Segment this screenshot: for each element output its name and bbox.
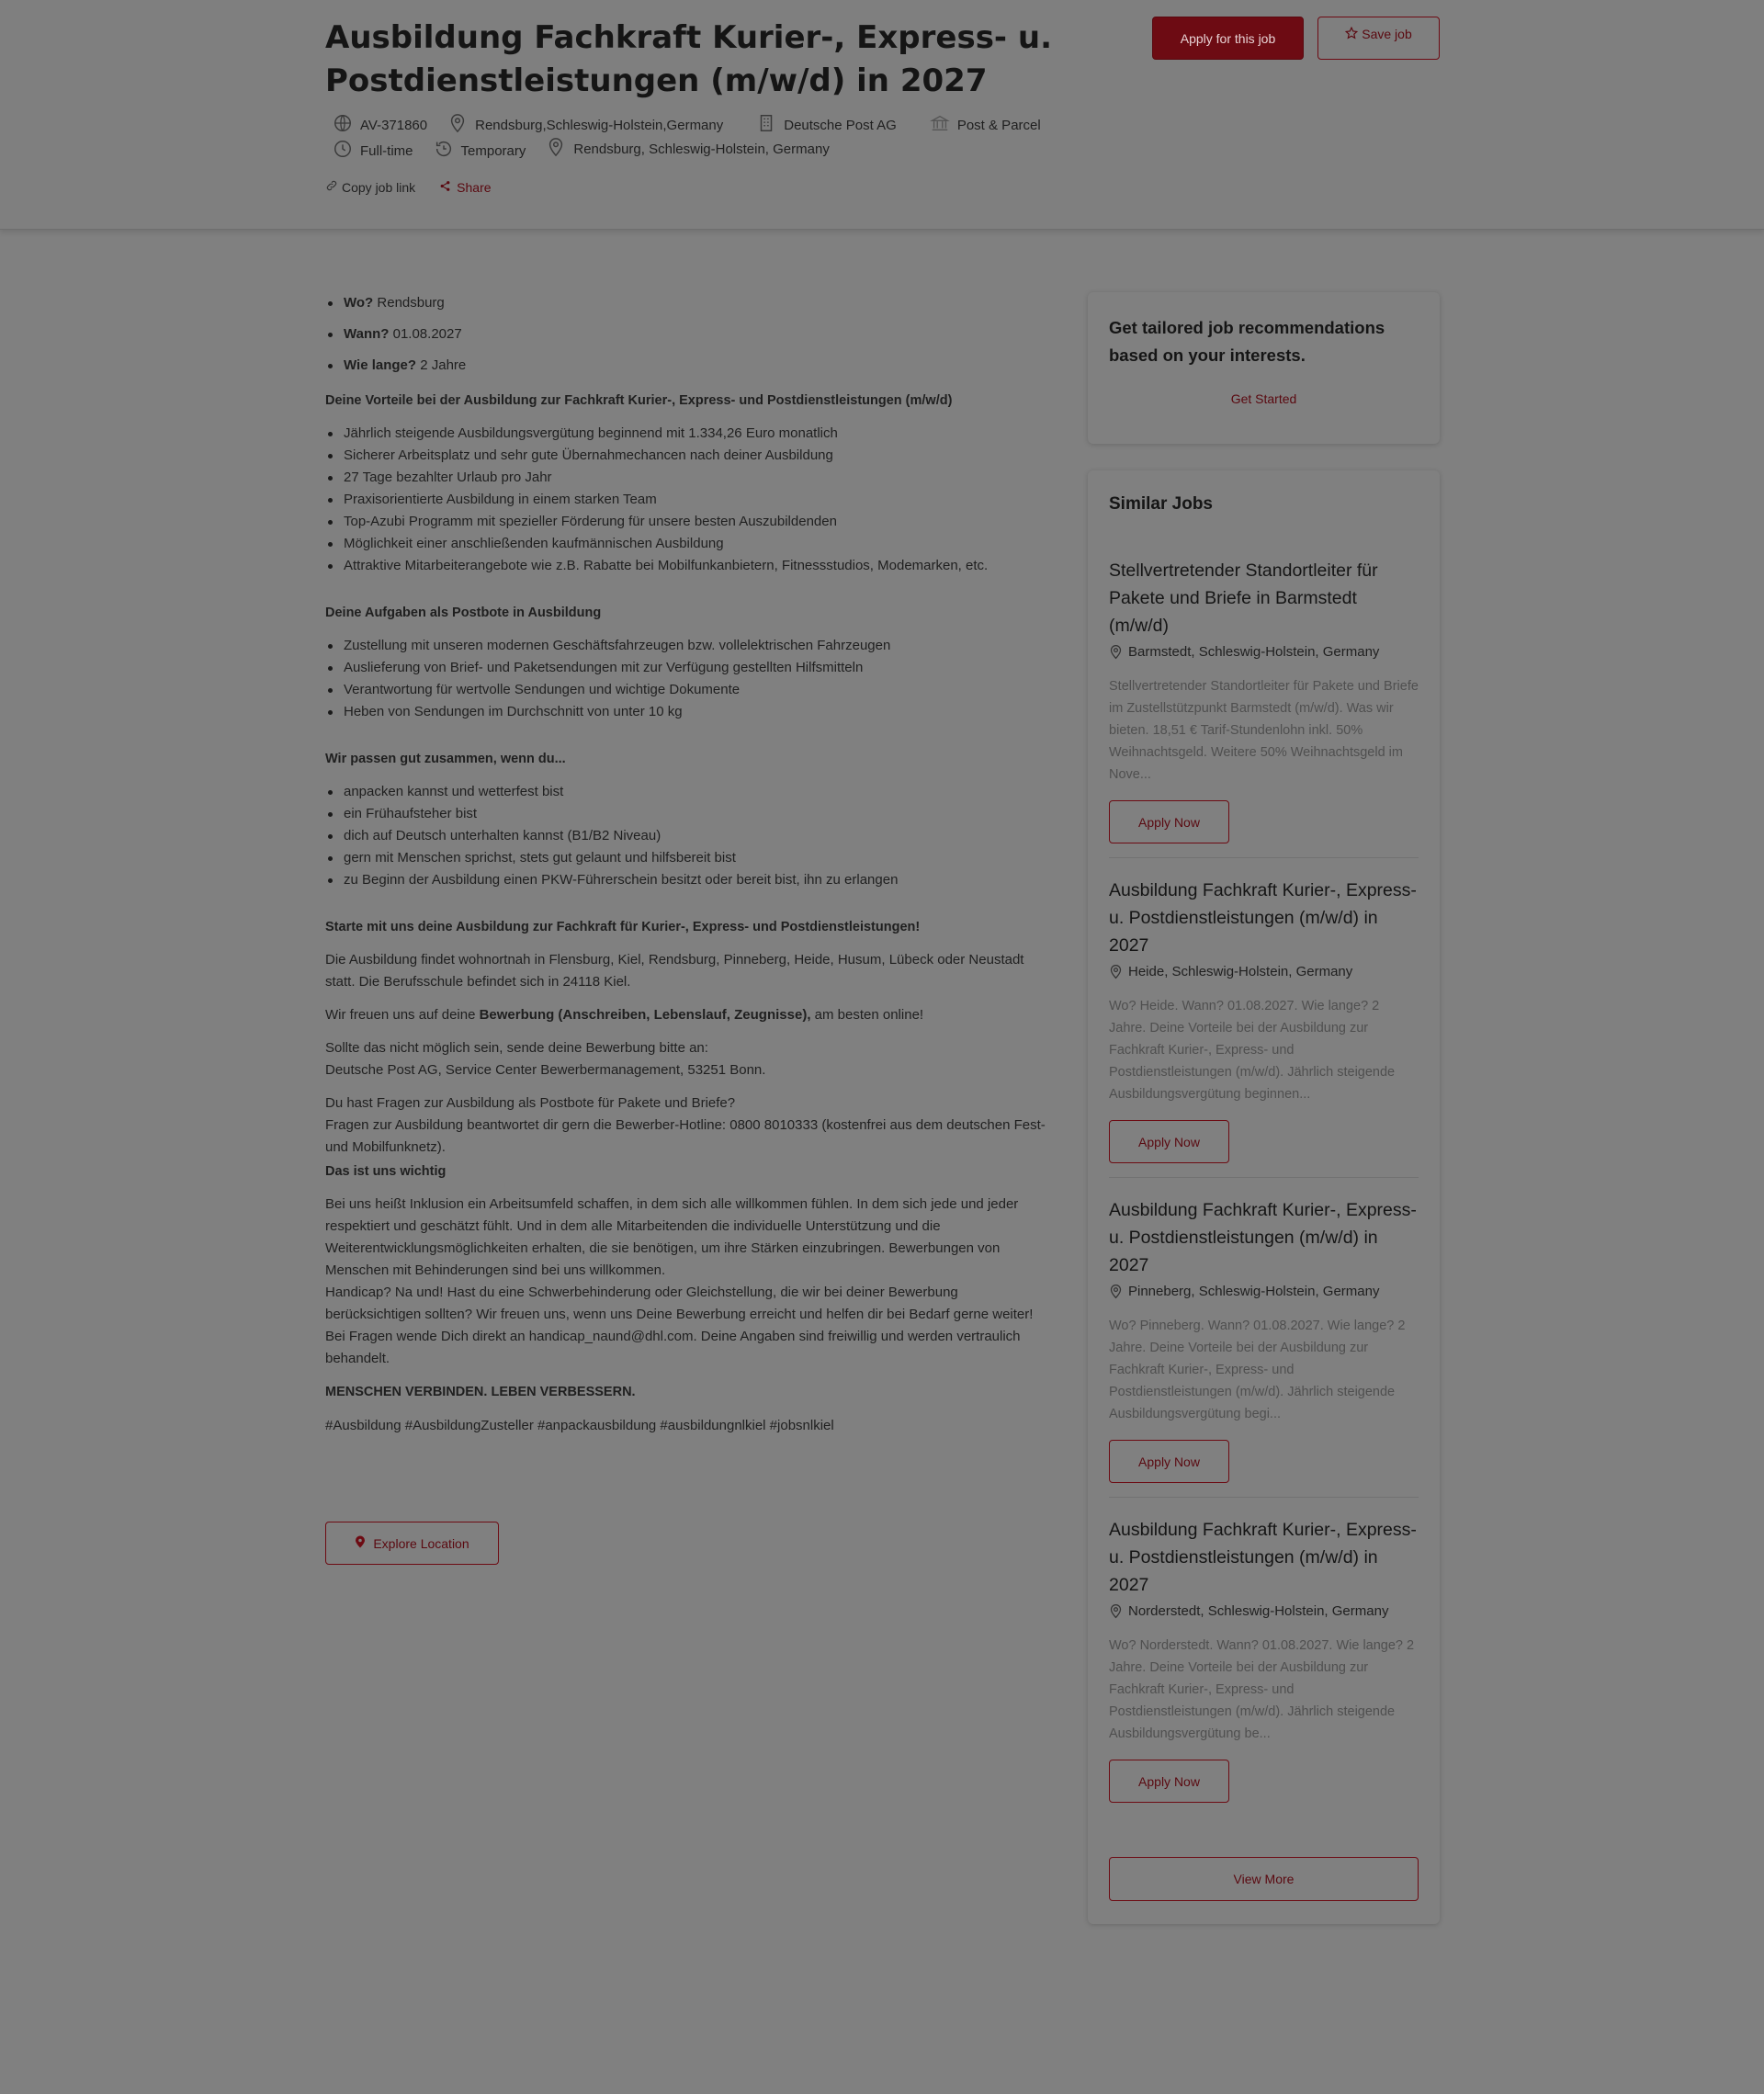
job-contract-text: Temporary (460, 142, 526, 159)
text-line: Deutsche Post AG, Service Center Bewerbermanagement, 53251 Bonn. (325, 1062, 766, 1078)
job-division-text: Post & Parcel (956, 117, 1041, 133)
star-icon (1345, 27, 1358, 42)
fact-label: Wann? (344, 326, 390, 342)
fact-label: Wie lange? (344, 357, 417, 373)
start-heading: Starte mit uns deine Ausbildung zur Fachkraft für Kurier-, Express- und Postdienstleistungen! (325, 920, 921, 934)
save-job-label: Save job (1362, 27, 1412, 41)
apply-now-button[interactable]: Apply Now (1109, 800, 1229, 843)
list-item: ein Frühaufsteher bist (325, 803, 1053, 825)
job-company-text: Deutsche Post AG (784, 117, 897, 133)
location-pin-icon (447, 113, 468, 137)
clock-icon (333, 139, 353, 163)
list-item: 27 Tage bezahlter Urlaub pro Jahr (325, 467, 1053, 489)
list-item: Auslieferung von Brief- und Paketsendungen mit zur Verfügung gestellten Hilfsmitteln (325, 657, 1053, 679)
list-item (325, 355, 1053, 377)
match-list (325, 781, 1053, 891)
location-pin-icon (1109, 1281, 1123, 1307)
similar-job-title[interactable]: Stellvertretender Standortleiter für Pakete und Briefe in Barmstedt (m/w/d) (1109, 560, 1378, 636)
similar-job-snippet: Wo? Norderstedt. Wann? 01.08.2027. Wie lange? 2 Jahre. Deine Vorteile bei der Ausbildung zur Fachkraft Kurier-, Express- und Postdienstleistungen (m/w/d). Jährlich steigende Ausbildungsvergütung be... (1109, 1638, 1415, 1741)
list-item: Möglichkeit einer anschließenden kaufmännischen Ausbildung (325, 533, 1053, 555)
explore-location-button[interactable] (325, 1522, 499, 1565)
start-paragraph-1: Die Ausbildung findet wohnortnah in Flensburg, Kiel, Rendsburg, Pinneberg, Heide, Husum, Lübeck oder Neustadt statt. Die Berufsschule befindet sich in 24118 Kiel. (325, 952, 1024, 990)
recommendations-title: Get tailored job recommendations based on your interests. (1109, 318, 1385, 365)
explore-location-label: Explore Location (373, 1535, 469, 1551)
location-pin-icon (1109, 961, 1123, 987)
similar-job-item (1109, 1516, 1419, 1803)
list-item: zu Beginn der Ausbildung einen PKW-Führerschein besitzt oder bereit bist, ihn zu erlangen (325, 869, 1053, 891)
recommendations-card (1088, 292, 1440, 444)
share-label: Share (457, 179, 492, 195)
job-location-full (546, 137, 829, 161)
similar-job-snippet: Wo? Heide. Wann? 01.08.2027. Wie lange? 2 Jahre. Deine Vorteile bei der Ausbildung zur Fachkraft Kurier-, Express- und Postdienstleistungen (m/w/d). Jährlich steigende Ausbildungsvergütung beginnen... (1109, 999, 1396, 1102)
list-item: Zustellung mit unseren modernen Geschäftsfahrzeugen bzw. vollelektrischen Fahrzeugen (325, 635, 1053, 657)
similar-job-location (1109, 1281, 1419, 1307)
text-span: am besten online! (810, 1007, 924, 1023)
list-item: Heben von Sendungen im Durchschnitt von unter 10 kg (325, 701, 1053, 723)
list-item: anpacken kannst und wetterfest bist (325, 781, 1053, 803)
divider (1109, 1497, 1419, 1498)
list-item: Top-Azubi Programm mit spezieller Förderung für unsere besten Auszubildenden (325, 511, 1053, 533)
similar-job-location-text: Heide, Schleswig-Holstein, Germany (1128, 964, 1353, 979)
apply-now-button[interactable]: Apply Now (1109, 1440, 1229, 1483)
job-location-short (447, 113, 723, 137)
text-span-bold: Bewerbung (Anschreiben, Lebenslauf, Zeugnisse), (479, 1007, 811, 1023)
job-id-text: AV-371860 (360, 117, 428, 133)
job-employment-type-text: Full-time (360, 142, 413, 159)
tasks-heading: Deine Aufgaben als Postbote in Ausbildung (325, 606, 602, 620)
similar-job-location-text: Norderstedt, Schleswig-Holstein, Germany (1128, 1603, 1389, 1619)
start-paragraph-4 (325, 1092, 1053, 1159)
list-item: Verantwortung für wertvolle Sendungen und wichtige Dokumente (325, 679, 1053, 701)
globe-icon (333, 113, 353, 137)
match-heading: Wir passen gut zusammen, wenn du... (325, 752, 566, 766)
start-paragraph-3 (325, 1037, 1053, 1081)
similar-job-location (1109, 641, 1419, 667)
job-company (756, 113, 897, 137)
fact-label: Wo? (344, 295, 374, 311)
list-item: Praxisorientierte Ausbildung in einem starken Team (325, 489, 1053, 511)
similar-job-item (1109, 557, 1419, 843)
text-line: Sollte das nicht möglich sein, sende deine Bewerbung bitte an: (325, 1040, 708, 1056)
job-location-short-text: Rendsburg,Schleswig-Holstein,Germany (475, 117, 724, 133)
similar-job-snippet: Stellvertretender Standortleiter für Pakete und Briefe im Zustellstützpunkt Barmstedt (m/w/d). Was wir bieten. 18,51 € Tarif-Stundenlohn inkl. 50% Weihnachtsgeld. Weitere 50% Weihnachtsgeld im Nove... (1109, 679, 1419, 782)
job-location-full-text: Rendsburg, Schleswig-Holstein, Germany (573, 141, 830, 157)
similar-jobs-heading: Similar Jobs (1109, 494, 1213, 514)
fact-value: 01.08.2027 (392, 326, 462, 342)
list-item: Attraktive Mitarbeiterangebote wie z.B. Rabatte bei Mobilfunkanbietern, Fitnessstudios, Modemarken, etc. (325, 555, 1053, 577)
job-header (0, 0, 1764, 230)
copy-job-link-label: Copy job link (342, 179, 416, 195)
text-line: Fragen zur Ausbildung beantwortet dir gern die Bewerber-Hotline: 0800 8010333 (kostenfrei aus dem deutschen Fest- und Mobilfunknetz). (325, 1117, 1046, 1155)
list-item: gern mit Menschen sprichst, stets gut gelaunt und hilfsbereit bist (325, 847, 1053, 869)
benefits-heading: Deine Vorteile bei der Ausbildung zur Fachkraft Kurier-, Express- und Postdienstleistungen (m/w/d) (325, 393, 953, 408)
job-meta-row-2 (333, 140, 850, 162)
link-icon (325, 179, 338, 195)
similar-job-location (1109, 961, 1419, 987)
share-row (325, 179, 492, 195)
similar-job-snippet: Wo? Pinneberg. Wann? 01.08.2027. Wie lange? 2 Jahre. Deine Vorteile bei der Ausbildung zur Fachkraft Kurier-, Express- und Postdienstleistungen (m/w/d). Jährlich steigende Ausbildungsvergütung begi... (1109, 1319, 1406, 1421)
similar-job-location (1109, 1601, 1419, 1626)
save-job-button[interactable] (1317, 17, 1440, 60)
apply-button[interactable]: Apply for this job (1152, 17, 1304, 60)
hashtags: #Ausbildung #AusbildungZusteller #anpackausbildung #ausbildungnlkiel #jobsnlkiel (325, 1418, 834, 1433)
tasks-list (325, 635, 1053, 723)
similar-job-location-text: Pinneberg, Schleswig-Holstein, Germany (1128, 1284, 1380, 1299)
fact-value: Rendsburg (377, 295, 445, 311)
important-paragraph-2: Handicap? Na und! Hast du eine Schwerbehinderung oder Gleichstellung, die wir bei deiner Bewerbung berücksichtigen sollten? Wir freuen uns, wenn uns Deine Bewerbung erreicht und helfen dir bei Bedarf gerne weiter! Bei Fragen wende Dich direkt an handicap_naund@dhl.com. Deine Angaben sind freiwillig und werden vertraulich behandelt. (325, 1285, 1034, 1366)
share-icon (439, 180, 451, 195)
share-link[interactable] (439, 179, 491, 195)
slogan: MENSCHEN VERBINDEN. LEBEN VERBESSERN. (325, 1385, 636, 1399)
bank-icon (930, 113, 950, 137)
important-paragraph-1: Bei uns heißt Inklusion ein Arbeitsumfeld schaffen, in dem sich alle willkommen fühlen. In dem sich jede und jeder respektiert und geschätzt fühlt. Und in dem alle Mitarbeitenden die individuelle Unterstützung und die Weiterentwicklungsmöglichkeiten erhalten, die sie benötigen, um ihre Stärken einzubringen. Bewerbungen von Menschen mit Behinderungen sind bei uns willkommen. (325, 1196, 1019, 1278)
text-span: Wir freuen uns auf deine (325, 1007, 480, 1023)
list-item: Jährlich steigende Ausbildungsvergütung beginnend mit 1.334,26 Euro monatlich (325, 423, 1053, 445)
similar-job-item (1109, 1196, 1419, 1483)
job-contract (434, 139, 526, 163)
location-pin-icon (546, 137, 566, 161)
similar-job-title[interactable]: Ausbildung Fachkraft Kurier-, Express- u. Postdienstleistungen (m/w/d) in 2027 (1109, 1520, 1417, 1595)
quick-facts-list (325, 292, 1053, 377)
job-employment-type (333, 139, 413, 163)
apply-now-button[interactable]: Apply Now (1109, 1760, 1229, 1803)
similar-job-title[interactable]: Ausbildung Fachkraft Kurier-, Express- u. Postdienstleistungen (m/w/d) in 2027 (1109, 1200, 1417, 1275)
list-item: Sicherer Arbeitsplatz und sehr gute Übernahmechancen nach deiner Ausbildung (325, 445, 1053, 467)
similar-job-location-text: Barmstedt, Schleswig-Holstein, Germany (1128, 644, 1380, 660)
copy-job-link[interactable] (325, 179, 415, 195)
apply-now-button[interactable]: Apply Now (1109, 1120, 1229, 1163)
important-heading: Das ist uns wichtig (325, 1164, 447, 1179)
job-id (333, 113, 427, 137)
similar-job-item (1109, 877, 1419, 1163)
job-division (930, 113, 1041, 137)
list-item (325, 292, 1053, 314)
location-pin-icon (1109, 641, 1123, 667)
divider (1109, 857, 1419, 858)
benefits-list (325, 423, 1053, 577)
start-paragraph-2 (325, 1004, 1053, 1026)
list-item: dich auf Deutsch unterhalten kannst (B1/B2 Niveau) (325, 825, 1053, 847)
job-description (325, 292, 1053, 1437)
fact-value: 2 Jahre (420, 357, 467, 373)
job-meta-row-1 (333, 114, 1061, 136)
similar-jobs-card (1088, 470, 1440, 1924)
history-icon (434, 139, 454, 163)
text-line: Du hast Fragen zur Ausbildung als Postbote für Pakete und Briefe? (325, 1095, 736, 1111)
divider (1109, 1177, 1419, 1178)
location-pin-icon (1109, 1601, 1123, 1626)
building-icon (756, 113, 776, 137)
view-more-button[interactable]: View More (1109, 1857, 1419, 1901)
map-pin-icon (355, 1535, 366, 1551)
job-title: Ausbildung Fachkraft Kurier-, Express- u. Postdienstleistungen (m/w/d) in 2027 (325, 19, 1052, 99)
list-item (325, 323, 1053, 345)
similar-job-title[interactable]: Ausbildung Fachkraft Kurier-, Express- u. Postdienstleistungen (m/w/d) in 2027 (1109, 880, 1417, 956)
get-started-link[interactable]: Get Started (1230, 391, 1297, 406)
